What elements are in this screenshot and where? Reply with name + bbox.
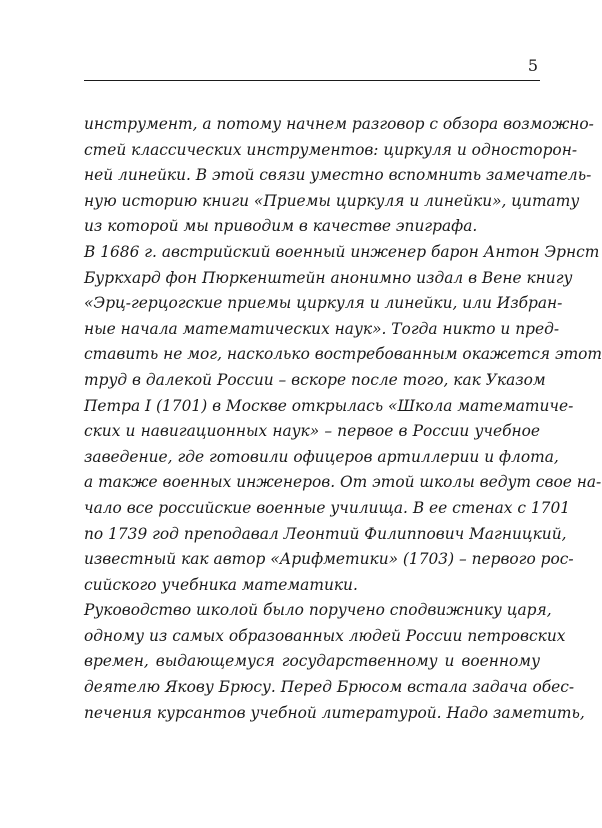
text-line: ней линейки. В этой связи уместно вспомнить замечатель- (84, 166, 592, 185)
text-line: ских и навигационных наук» – первое в России учебное (84, 422, 540, 441)
text-line: чало все российские военные училища. В ее стенах с 1701 (84, 498, 571, 517)
text-line: труд в далекой России – вскоре после того, как Указом (84, 370, 546, 389)
header-rule (84, 80, 540, 81)
text-line: ную историю книги «Приемы циркуля и линейки», цитату (84, 191, 580, 210)
paragraph-1 (84, 112, 594, 240)
text-line: Петра I (1701) в Москве открылась «Школа математиче- (84, 396, 574, 415)
text-line: печения курсантов учебной литературой. Надо заметить, (84, 703, 585, 722)
text-line: Руководство школой было поручено сподвижнику царя, (84, 601, 552, 620)
text-line: ные начала математических наук». Тогда никто и пред- (84, 319, 560, 338)
text-line: «Эрц-герцогские приемы циркуля и линейки, или Избран- (84, 294, 563, 313)
text-line: В 1686 г. австрийский военный инженер барон Антон Эрнст (84, 242, 600, 261)
text-line: Буркхард фон Пюркенштейн анонимно издал в Вене книгу (84, 268, 573, 287)
text-line: заведение, где готовили офицеров артиллерии и флота, (84, 447, 559, 466)
text-line: по 1739 год преподавал Леонтий Филиппович Магницкий, (84, 524, 567, 543)
paragraph-3 (84, 598, 585, 726)
text-line: одному из самых образованных людей России петровских (84, 626, 566, 645)
body-text (84, 112, 602, 726)
page-number: 5 (527, 56, 538, 75)
text-line: стей классических инструментов: циркуля и односторон- (84, 140, 578, 159)
text-line: деятелю Якову Брюсу. Перед Брюсом встала задача обес- (84, 678, 575, 697)
text-line: известный как автор «Арифметики» (1703) – первого рос- (84, 550, 574, 569)
text-line: сийского учебника математики. (84, 575, 358, 594)
text-line: инструмент, а потому начнем разговор с обзора возможно- (84, 115, 594, 133)
text-line: а также военных инженеров. От этой школы ведут свое на- (84, 473, 602, 492)
text-line: из которой мы приводим в качестве эпиграфа. (84, 217, 478, 236)
paragraph-2 (84, 240, 602, 598)
text-line: времен, выдающемуся государственному и военному (84, 652, 540, 671)
text-line: ставить не мог, насколько востребованным окажется этот (84, 345, 602, 364)
